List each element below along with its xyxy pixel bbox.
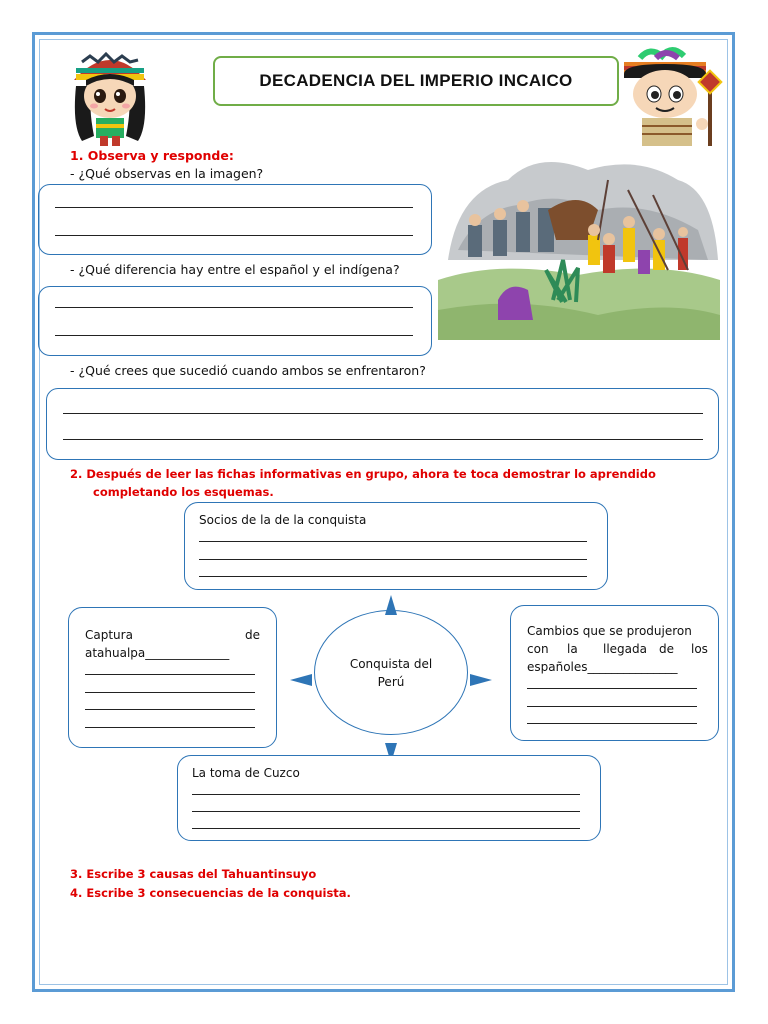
page-title: DECADENCIA DEL IMPERIO INCAICO [259,71,573,90]
scheme-center-line1: Conquista del [349,656,433,671]
scheme-center-circle [314,610,468,735]
scheme-box-top[interactable] [184,502,608,590]
answer-box-2[interactable] [38,286,432,356]
scheme-center-line2: Perú [377,674,405,689]
scheme-right-line3: españoles_______________ [527,660,678,674]
scheme-left-label-c: atahualpa______________ [85,646,230,660]
scheme-right-word-los: los [691,642,708,656]
scheme-right-word-la: la [567,642,578,656]
scheme-right-word-con: con [527,642,549,656]
inca-boy-illustration [610,44,728,146]
question-2: - ¿Qué diferencia hay entre el español y el indígena? [70,262,400,277]
section4-heading: 4. Escribe 3 consecuencias de la conquista. [70,886,351,900]
conquest-scene-illustration [438,150,720,340]
scheme-box-bottom[interactable] [177,755,601,841]
section2-heading-line1: 2. Después de leer las fichas informativas en grupo, ahora te toca demostrar lo aprendido [70,467,656,481]
scheme-top-label: Socios de la de la conquista [199,513,367,527]
scheme-right-word-llegada: llegada [603,642,647,656]
scheme-box-right[interactable] [510,605,719,741]
inca-girl-illustration [62,46,158,146]
title-box [213,56,619,106]
section3-heading: 3. Escribe 3 causas del Tahuantinsuyo [70,867,317,881]
question-1: - ¿Qué observas en la imagen? [70,166,264,181]
scheme-left-label-a: Captura [85,628,133,642]
scheme-right-line1: Cambios que se produjeron [527,624,692,638]
section2-heading-line2: completando los esquemas. [93,485,274,499]
question-3: - ¿Qué crees que sucedió cuando ambos se enfrentaron? [70,363,426,378]
scheme-box-left[interactable] [68,607,277,748]
scheme-bottom-label: La toma de Cuzco [192,766,300,780]
section1-heading: 1. Observa y responde: [70,148,234,163]
scheme-right-word-de: de [659,642,674,656]
answer-box-1[interactable] [38,184,432,255]
scheme-left-label-b: de [245,628,260,642]
answer-box-3[interactable] [46,388,719,460]
